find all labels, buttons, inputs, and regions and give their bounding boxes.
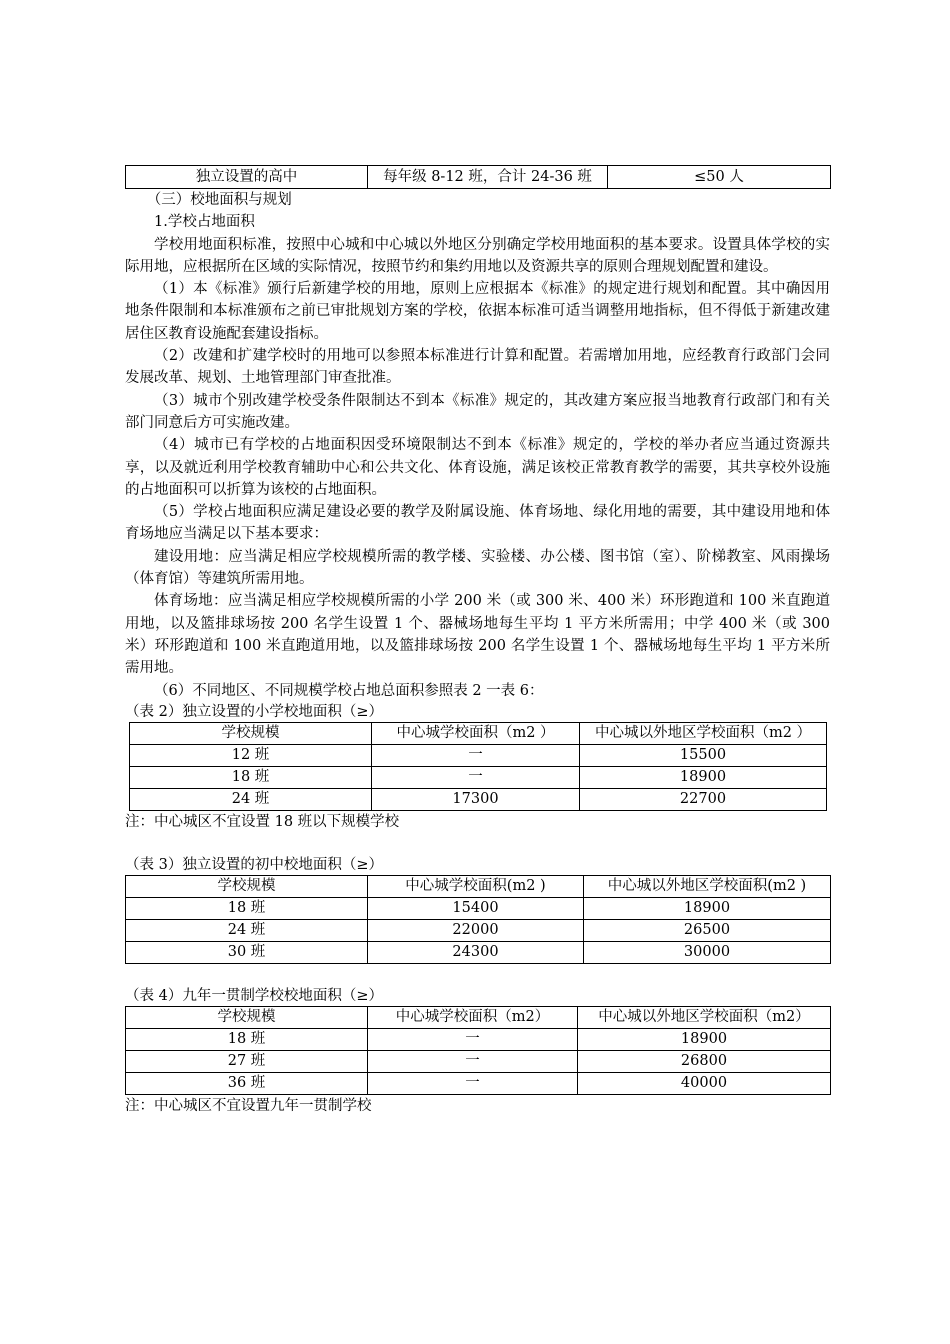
table-cell: 17300	[372, 788, 580, 810]
top-table	[125, 165, 831, 189]
table3-caption: （表 3）独立设置的初中校地面积（≥）	[125, 856, 383, 873]
table-cell: 40000	[578, 1072, 831, 1094]
table-cell: 15400	[368, 897, 584, 919]
header-cell: 中心城学校面积（m2）	[368, 1006, 578, 1028]
table-cell: 18900	[578, 1028, 831, 1050]
table-cell: 24300	[368, 941, 584, 963]
table-row	[126, 166, 831, 189]
header-cell: 学校规模	[126, 875, 368, 897]
table-cell: 一	[372, 744, 580, 766]
table3	[125, 875, 831, 964]
table-cell: 18 班	[126, 1028, 368, 1050]
paragraph: 建设用地：应当满足相应学校规模所需的教学楼、实验楼、办公楼、图书馆（室）、阶梯教室、风雨操场（体育馆）等建筑所需用地。	[125, 548, 830, 588]
table-cell: ≤50 人	[608, 166, 831, 189]
table-cell: 22000	[368, 919, 584, 941]
table-cell: 一	[368, 1050, 578, 1072]
table-cell: 26500	[584, 919, 831, 941]
header-cell: 学校规模	[130, 722, 372, 744]
table-cell: 一	[368, 1028, 578, 1050]
table-cell: 24 班	[126, 919, 368, 941]
section-heading: （三）校地面积与规划	[146, 192, 292, 208]
table2-caption: （表 2）独立设置的小学校地面积（≥）	[125, 703, 383, 720]
table-cell: 30000	[584, 941, 831, 963]
table-cell: 12 班	[130, 744, 372, 766]
table2-note: 注：中心城区不宜设置 18 班以下规模学校	[125, 813, 400, 830]
table-row	[130, 788, 827, 810]
table-row	[126, 1050, 831, 1072]
table-cell: 18 班	[130, 766, 372, 788]
paragraph: （5）学校占地面积应满足建设必要的教学及附属设施、体育场地、绿化用地的需要，其中建设用地和体育场地应当满足以下基本要求：	[125, 504, 830, 543]
table-cell: 一	[372, 766, 580, 788]
paragraph: 体育场地：应当满足相应学校规模所需的小学 200 米（或 300 米、400 米）环形跑道和 100 米直跑道用地，以及篮排球场按 200 名学生设置 1 个、器械场地每生平均 1 平方米所需用；中学 400 米（或 300 米）环形跑道和 100 米直跑道用地，以及篮排球场按 200 名学生设置 1 个、器械场地每生平均 1 平方米所需用地。	[125, 593, 830, 677]
table4	[125, 1006, 831, 1095]
table-cell: 27 班	[126, 1050, 368, 1072]
header-cell: 中心城学校面积(m2 )	[368, 875, 584, 897]
table-header-row	[126, 1006, 831, 1028]
table-row	[126, 919, 831, 941]
sub-heading: 1.学校占地面积	[154, 214, 255, 231]
paragraph: （4）城市已有学校的占地面积因受环境限制达不到本《标准》规定的，学校的举办者应当通过资源共享，以及就近利用学校教育辅助中心和公共文化、体育设施，满足该校正常教育教学的需要，其共享校外设施的占地面积可以折算为该校的占地面积。	[125, 437, 830, 498]
table4-note: 注：中心城区不宜设置九年一贯制学校	[125, 1097, 372, 1114]
table-row	[126, 897, 831, 919]
table-cell: 18 班	[126, 897, 368, 919]
document-page	[125, 165, 830, 1117]
header-cell: 学校规模	[126, 1006, 368, 1028]
paragraph: （2）改建和扩建学校时的用地可以参照本标准进行计算和配置。若需增加用地，应经教育行政部门会同发展改革、规划、土地管理部门审查批准。	[125, 348, 830, 387]
table-row	[130, 744, 827, 766]
table-cell: 30 班	[126, 941, 368, 963]
table-cell: 18900	[584, 897, 831, 919]
table2	[129, 722, 827, 811]
header-cell: 中心城以外地区学校面积（m2 ）	[580, 722, 827, 744]
table-cell: 36 班	[126, 1072, 368, 1094]
table-cell: 一	[368, 1072, 578, 1094]
table-cell: 24 班	[130, 788, 372, 810]
paragraph: （3）城市个别改建学校受条件限制达不到本《标准》规定的，其改建方案应报当地教育行政部门和有关部门同意后方可实施改建。	[125, 392, 830, 431]
table-row	[126, 941, 831, 963]
table-cell: 26800	[578, 1050, 831, 1072]
table4-caption: （表 4）九年一贯制学校校地面积（≥）	[125, 987, 383, 1004]
table-cell: 15500	[580, 744, 827, 766]
table-row	[126, 1072, 831, 1094]
table-header-row	[130, 722, 827, 744]
table-row	[126, 1028, 831, 1050]
table-cell: 18900	[580, 766, 827, 788]
table-cell: 独立设置的高中	[126, 166, 368, 189]
header-cell: 中心城以外地区学校面积（m2）	[578, 1006, 831, 1028]
table-cell: 22700	[580, 788, 827, 810]
paragraph: 学校用地面积标准，按照中心城和中心城以外地区分别确定学校用地面积的基本要求。设置具体学校的实际用地，应根据所在区域的实际情况，按照节约和集约用地以及资源共享的原则合理规划配置和建设。	[125, 236, 830, 275]
table-row	[130, 766, 827, 788]
paragraph: （1）本《标准》颁行后新建学校的用地，原则上应根据本《标准》的规定进行规划和配置。其中确因用地条件限制和本标准颁布之前已审批规划方案的学校，依据本标准可适当调整用地指标，但不得低于新建改建居住区教育设施配套建设指标。	[125, 281, 830, 342]
table-header-row	[126, 875, 831, 897]
table-cell: 每年级 8-12 班，合计 24-36 班	[368, 166, 608, 189]
header-cell: 中心城学校面积（m2 ）	[372, 722, 580, 744]
header-cell: 中心城以外地区学校面积(m2 )	[584, 875, 831, 897]
paragraph: （6）不同地区、不同规模学校占地总面积参照表 2 一表 6：	[154, 682, 544, 699]
